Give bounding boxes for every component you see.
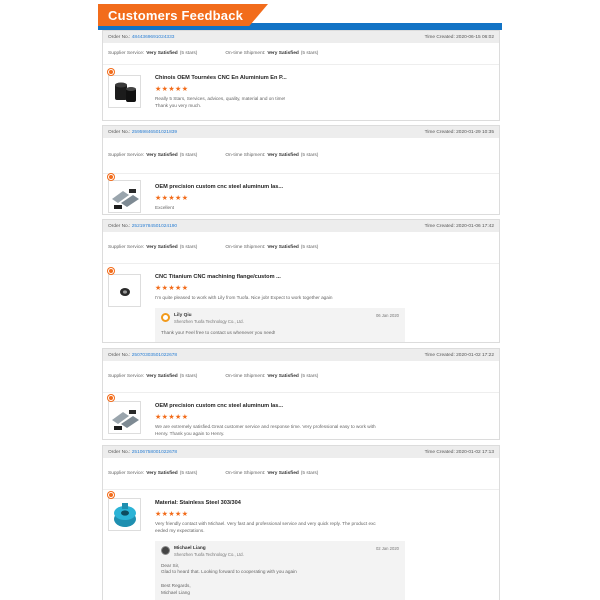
time-created: 2020-01-02 17:13 bbox=[456, 449, 494, 455]
time-created: 2020-01-02 17:22 bbox=[456, 352, 494, 358]
order-bar: Order No.: 25219784501024190 Time Created: 2020-01-06 17:42 bbox=[103, 220, 499, 232]
order-number-link[interactable]: 25959846501021839 bbox=[131, 129, 178, 135]
avatar bbox=[161, 546, 170, 555]
rating-stars: ★★★★★ bbox=[155, 86, 189, 93]
black-cylinder-parts-icon bbox=[109, 76, 142, 109]
buyer-comment: Excellent bbox=[155, 205, 175, 210]
order-number-link[interactable]: 4844369691024333 bbox=[131, 34, 175, 40]
order-bar: Order No.: 25106758001022678 Time Created: 2020-01-02 17:13 bbox=[103, 446, 499, 458]
reply-text: Dear Sir, Glad to heard that. Looking forward to cooperating with you again Best Regards, Michael Liang bbox=[161, 562, 297, 595]
metal-brackets-icon bbox=[109, 402, 142, 435]
reply-text: Thank you! Feel free to contact us whenever you need! bbox=[161, 329, 276, 335]
time-created: 2020-01-06 17:42 bbox=[456, 223, 494, 229]
feedback-card bbox=[102, 30, 500, 121]
ratings-row: Supplier Service: Very Satisfied (5 stars) On-time Shipment: Very Satisfied (5 stars) bbox=[103, 361, 499, 393]
order-badge-icon bbox=[108, 268, 114, 274]
order-badge-icon bbox=[108, 492, 114, 498]
titanium-flange-icon bbox=[109, 275, 142, 308]
stainless-steel-part-icon bbox=[109, 499, 142, 532]
order-number-link[interactable]: 25106758001022678 bbox=[131, 449, 178, 455]
time-created: 2020-01-29 10:35 bbox=[456, 129, 494, 135]
buyer-comment: Really 5 Stars, Services, advices, quality, material and on time! Thank you very much. bbox=[155, 96, 286, 108]
product-thumbnail[interactable] bbox=[108, 274, 141, 307]
reply-author: Lily Qiu bbox=[174, 312, 192, 318]
product-thumbnail[interactable] bbox=[108, 401, 141, 434]
order-badge-icon bbox=[108, 174, 114, 180]
product-thumbnail[interactable] bbox=[108, 498, 141, 531]
order-number-link[interactable]: 25070303501022678 bbox=[131, 352, 178, 358]
product-name[interactable]: OEM precision custom cnc steel aluminum las... bbox=[155, 184, 284, 190]
reply-company: Shenzhen Tuofa Technology Co., Ltd. bbox=[174, 318, 244, 324]
feedback-card bbox=[102, 219, 500, 343]
buyer-comment: We are extremely satisfied.Great customer service and response time. Very professional easy to work with Henry. Thank you again to Henry. bbox=[155, 424, 376, 436]
avatar bbox=[161, 313, 170, 322]
ratings-row: Supplier Service: Very Satisfied (5 stars) On-time Shipment: Very Satisfied (5 stars) bbox=[103, 458, 499, 490]
product-name[interactable]: Chinois OEM Tournées CNC En Aluminium En P... bbox=[155, 75, 287, 81]
product-thumbnail[interactable] bbox=[108, 75, 141, 108]
product-name[interactable]: CNC Titanium CNC machining flange/custom ... bbox=[155, 274, 281, 280]
product-name[interactable]: Material: Stainless Steel 303/304 bbox=[155, 500, 241, 506]
ratings-row: Supplier Service: Very Satisfied (5 stars) On-time Shipment: Very Satisfied (5 stars) bbox=[103, 43, 499, 65]
order-bar: Order No.: 25959846501021839 Time Created: 2020-01-29 10:35 bbox=[103, 126, 499, 138]
supplier-reply bbox=[155, 541, 405, 600]
feedback-card bbox=[102, 348, 500, 440]
reply-company: Shenzhen Tuofa Technology Co., Ltd. bbox=[174, 551, 244, 557]
buyer-comment: I'm quite pleased to work with Lily from Tuofa. Nice job! Expect to work together again bbox=[155, 295, 333, 300]
reply-date: 06 Jan 2020 bbox=[375, 312, 399, 318]
customers-feedback-header bbox=[98, 4, 502, 26]
order-badge-icon bbox=[108, 69, 114, 75]
rating-stars: ★★★★★ bbox=[155, 511, 189, 518]
rating-stars: ★★★★★ bbox=[155, 195, 189, 202]
rating-stars: ★★★★★ bbox=[155, 285, 189, 292]
order-number-link[interactable]: 25219784501024190 bbox=[131, 223, 178, 229]
feedback-card bbox=[102, 445, 500, 600]
ratings-row: Supplier Service: Very Satisfied (5 stars) On-time Shipment: Very Satisfied (5 stars) bbox=[103, 232, 499, 264]
supplier-reply bbox=[155, 308, 405, 342]
feedback-card bbox=[102, 125, 500, 215]
reply-date: 02 Jan 2020 bbox=[375, 545, 399, 551]
reply-author: Michael Liang bbox=[174, 545, 206, 551]
time-created: 2020-06-15 06:02 bbox=[456, 34, 494, 40]
order-badge-icon bbox=[108, 395, 114, 401]
product-name[interactable]: OEM precision custom cnc steel aluminum las... bbox=[155, 403, 284, 409]
product-thumbnail[interactable] bbox=[108, 180, 141, 213]
order-bar: Order No.: 4844369691024333 Time Created: 2020-06-15 06:02 bbox=[103, 31, 499, 43]
order-bar: Order No.: 25070303501022678 Time Created: 2020-01-02 17:22 bbox=[103, 349, 499, 361]
ratings-row: Supplier Service: Very Satisfied (5 stars) On-time Shipment: Very Satisfied (5 stars) bbox=[103, 138, 499, 174]
rating-stars: ★★★★★ bbox=[155, 414, 189, 421]
buyer-comment: Very friendly contact with Michael. Very fast and professional service and very quick reply. The product exc eeded my expectations. bbox=[155, 521, 376, 533]
metal-brackets-icon bbox=[109, 181, 142, 214]
page-title: Customers Feedback bbox=[108, 8, 244, 23]
